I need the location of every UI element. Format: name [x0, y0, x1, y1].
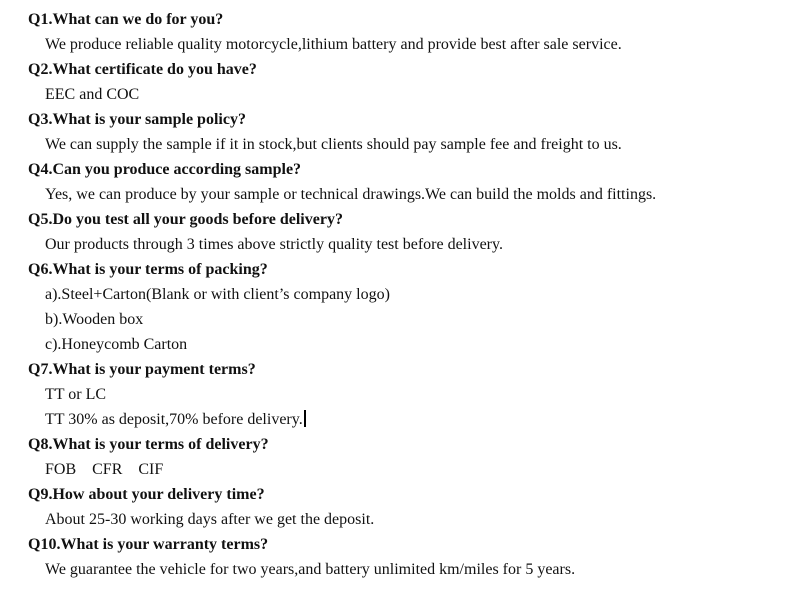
faq-answer — [45, 382, 106, 407]
faq-question: Q2.What certificate do you have? — [28, 61, 257, 78]
faq-answer — [45, 407, 306, 432]
faq-answer-text: Yes, we can produce by your sample or technical drawings.We can build the molds and fittings. — [45, 186, 657, 203]
faq-answer — [45, 182, 656, 207]
faq-answer-text: b).Wooden box — [45, 311, 144, 328]
faq-answer-text: We produce reliable quality motorcycle,lithium battery and provide best after sale service. — [45, 36, 622, 53]
faq-question: Q9.How about your delivery time? — [28, 486, 265, 503]
faq-answer-text: We can supply the sample if it in stock,but clients should pay sample fee and freight to us. — [45, 136, 622, 153]
faq-question: Q1.What can we do for you? — [28, 11, 224, 28]
faq-question: Q7.What is your payment terms? — [28, 361, 256, 378]
faq-answer — [45, 32, 622, 57]
faq-answer — [45, 307, 143, 332]
faq-answer — [45, 282, 390, 307]
faq-answer — [45, 457, 163, 482]
faq-answer-text: a).Steel+Carton(Blank or with client’s company logo) — [45, 286, 390, 303]
faq-question: Q3.What is your sample policy? — [28, 111, 246, 128]
faq-answer-text: c).Honeycomb Carton — [45, 336, 188, 353]
faq-answer — [45, 332, 187, 357]
faq-answer — [45, 557, 575, 582]
faq-answer-text: About 25-30 working days after we get the deposit. — [45, 511, 375, 528]
faq-question: Q5.Do you test all your goods before delivery? — [28, 211, 343, 228]
faq-answer-text: FOB CFR CIF — [45, 461, 164, 478]
faq-question: Q10.What is your warranty terms? — [28, 536, 269, 553]
faq-answer — [45, 132, 622, 157]
faq-answer — [45, 232, 503, 257]
text-cursor — [304, 410, 306, 427]
faq-answer-text: Our products through 3 times above strictly quality test before delivery. — [45, 236, 503, 253]
faq-answer — [45, 507, 374, 532]
faq-question: Q6.What is your terms of packing? — [28, 261, 268, 278]
faq-question: Q8.What is your terms of delivery? — [28, 436, 269, 453]
faq-answer-text: We guarantee the vehicle for two years,and battery unlimited km/miles for 5 years. — [45, 561, 576, 578]
faq-answer — [45, 82, 139, 107]
faq-answer-text: TT 30% as deposit,70% before delivery. — [45, 411, 303, 428]
faq-question: Q4.Can you produce according sample? — [28, 161, 302, 178]
faq-answer-text: EEC and COC — [45, 86, 140, 103]
faq-answer-text: TT or LC — [45, 386, 107, 403]
